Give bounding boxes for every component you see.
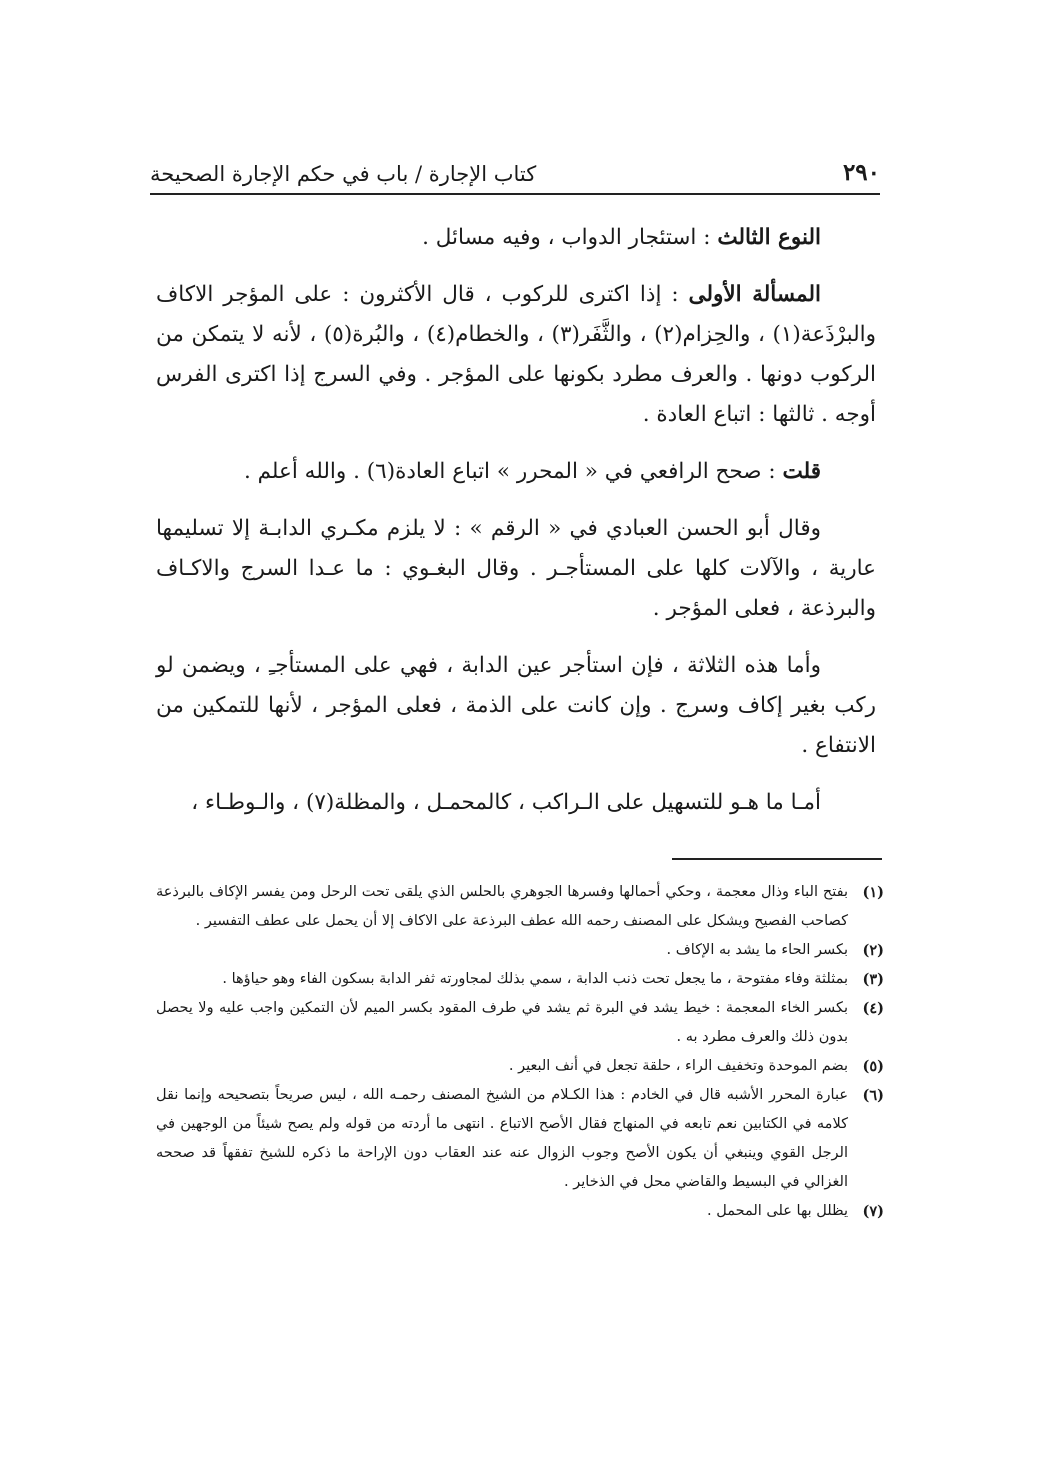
footnote — [156, 965, 884, 994]
footnote-text: بضم الموحدة وتخفيف الراء ، حلقة تجعل في أنف البعير . — [508, 1058, 848, 1074]
section-label: المسألة الأولى — [688, 282, 821, 307]
header-rule — [150, 193, 880, 195]
paragraph-qultu — [156, 452, 876, 492]
footnote-number: (٧) — [862, 1203, 884, 1220]
footnote — [156, 936, 884, 965]
footnote — [156, 1081, 884, 1197]
running-header — [150, 150, 880, 186]
footnote-text: يظلل بها على المحمل . — [707, 1203, 848, 1219]
paragraph-convenience: أمـا ما هـو للتسهيل على الـراكب ، كالمحمـل ، والمظلة(٧) ، والـوطـاء ، — [191, 790, 821, 815]
footnote — [156, 1052, 884, 1081]
paragraph-third-type — [156, 218, 876, 258]
footnote-number: (١) — [862, 884, 884, 901]
footnote — [156, 1197, 884, 1226]
footnote-number: (٥) — [862, 1058, 884, 1075]
footnote-rule — [672, 858, 882, 860]
section-label: قلت — [782, 459, 821, 484]
footnote — [156, 878, 884, 936]
footnote-text: بمثلثة وفاء مفتوحة ، ما يجعل تحت ذنب الدابة ، سمي بذلك لمجاورته ثفر الدابة بسكون الفاء وهو حياؤها . — [222, 971, 848, 987]
footnote-text: عبارة المحرر الأشبه قال في الخادم : هذا الكـلام من الشيخ المصنف رحمـه الله ، ليس صريحاً بتصحيحه وإنما نقل كلامه في الكتابين نعم تابعه في المنهاج فقال الأصح الاتباع . انتهى ما أردته من قوله ولم يصح شيئاً من الوجهين في الرجل القوي وينبغي أن يكون الأصح وجوب الزوال عنه عند العقاب دون الإراحة ما ذكره للشيخ تفقهاً قد صححه الغزالي في البسيط والقاضي محل في الذخاير . — [156, 1087, 848, 1190]
running-title: كتاب الإجارة / باب في حكم الإجارة الصحيحة — [150, 162, 537, 186]
paragraph-text: : صحح الرافعي في « المحرر » اتباع العادة(٦) . والله أعلم . — [243, 459, 783, 484]
section-label: النوع الثالث — [717, 225, 821, 250]
page-number: ٢٩٠ — [842, 159, 880, 186]
footnote-text: بكسر الحاء ما يشد به الإكاف . — [666, 942, 848, 958]
footnote-number: (٣) — [862, 971, 884, 988]
footnote-number: (٤) — [862, 1000, 884, 1017]
paragraph-text: : إذا اكترى للركوب ، قال الأكثرون : على المؤجر الاكاف والبرْذَعة(١) ، والحِزام(٢) ، والثَّفَر(٣) ، والخطام(٤) ، والبُرة(٥) ، لأنه لا يتمكن من الركوب دونها . والعرف مطرد بكونها على المؤجر . وفي السرج إذا اكترى الفرس أوجه . ثالثها : اتباع العادة . — [156, 282, 876, 427]
paragraph-text: : استئجار الدواب ، وفيه مسائل . — [422, 225, 718, 250]
footnotes — [156, 878, 884, 1226]
paragraph-abbadi: وقال أبو الحسن العبادي في « الرقم » : لا يلزم مكـري الدابـة إلا تسليمها عارية ، والآلات كلها على المستأجـر . وقال البغـوي : ما عـدا السرج والاكـاف والبرذعة ، فعلى المؤجر . — [156, 516, 876, 621]
footnote-text: بفتح الباء وذال معجمة ، وحكي أحمالها وفسرها الجوهري بالحلس الذي يلقى تحت الرحل ومن يفسر الإكاف بالبرذعة كصاحب الفصيح ويشكل على المصنف رحمه الله عطف البرذعة على الاكاف إلا أن يحمل على عطف التفسير . — [156, 884, 848, 929]
footnote — [156, 994, 884, 1052]
footnote-text: بكسر الخاء المعجمة : خيط يشد في البرة ثم يشد في طرف المقود بكسر الميم لأن التمكين واجب عليه ولا يحصل بدون ذلك والعرف مطرد به . — [156, 1000, 848, 1045]
paragraph-first-issue — [156, 275, 876, 435]
footnote-number: (٢) — [862, 942, 884, 959]
footnote-number: (٦) — [862, 1087, 884, 1104]
paragraph-three-items: وأما هذه الثلاثة ، فإن استأجر عين الدابة ، فهي على المستأجـِ ، ويضمن لو ركب بغير إكاف وسرج . وإن كانت على الذمة ، فعلى المؤجر ، لأنها للتمكين من الانتفاع . — [156, 653, 876, 758]
main-text — [156, 218, 876, 840]
